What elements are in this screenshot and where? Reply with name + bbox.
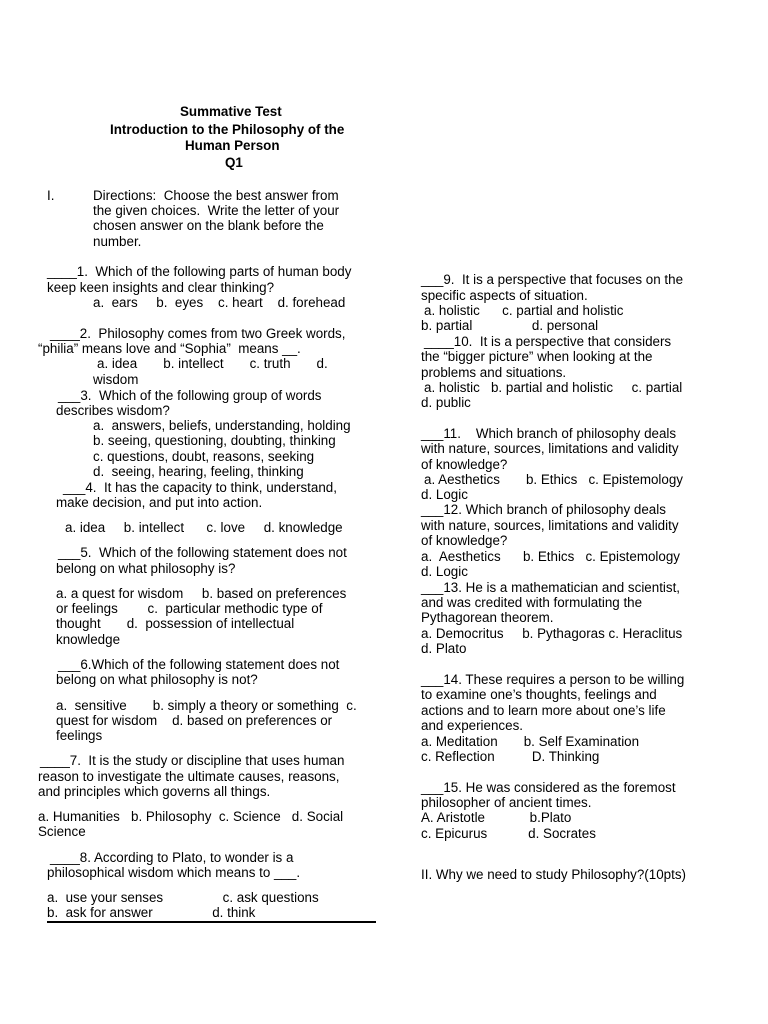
question-7-stem: reason to investigate the ultimate causes, reasons, (38, 769, 340, 784)
question-5-choices: a. a quest for wisdom b. based on preferences (56, 586, 347, 601)
question-4-stem: ___4. It has the capacity to think, understand, (63, 480, 337, 495)
test-subtitle-line-2: Human Person (185, 138, 280, 153)
question-1-stem: keep keen insights and clear thinking? (47, 280, 275, 295)
question-9-choices: b. partial d. personal (421, 318, 599, 333)
divider-line (47, 921, 376, 923)
question-12-choices: d. Logic (421, 564, 468, 579)
question-15-choices: c. Epicurus d. Socrates (421, 826, 596, 841)
question-7-choices: a. Humanities b. Philosophy c. Science d. Social (38, 809, 344, 824)
question-5-stem: ___5. Which of the following statement does not (58, 545, 347, 560)
question-12-stem: with nature, sources, limitations and validity (421, 518, 679, 533)
question-6-choices: a. sensitive b. simply a theory or something c. (56, 698, 357, 713)
question-1-choices: a. ears b. eyes c. heart d. forehead (93, 295, 346, 310)
question-12-choices: a. Aesthetics b. Ethics c. Epistemology (421, 549, 680, 564)
question-11-stem: of knowledge? (421, 457, 508, 472)
question-10-stem: ____10. It is a perspective that considers (424, 334, 672, 349)
question-14-choices: a. Meditation b. Self Examination (421, 734, 640, 749)
question-10-stem: the “bigger picture” when looking at the (421, 349, 653, 364)
question-3-choice: c. questions, doubt, reasons, seeking (93, 449, 315, 464)
question-13-stem: ___13. He is a mathematician and scientist, (421, 580, 681, 595)
question-15-stem: ___15. He was considered as the foremost (421, 780, 676, 795)
question-7-choices: Science (38, 824, 86, 839)
question-9-stem: ___9. It is a perspective that focuses on the (421, 272, 684, 287)
question-7-stem: ____7. It is the study or discipline that uses human (40, 753, 345, 768)
question-6-stem: belong on what philosophy is not? (56, 672, 258, 687)
question-2-choices: wisdom (93, 372, 139, 387)
question-2-stem: “philia” means love and “Sophia” means __. (38, 341, 301, 356)
question-4-stem: make decision, and put into action. (56, 495, 263, 510)
question-14-stem: ___14. These requires a person to be willing (421, 672, 685, 687)
directions-line: chosen answer on the blank before the (93, 218, 324, 233)
question-5-choices: knowledge (56, 632, 121, 647)
question-10-choices: d. public (421, 395, 471, 410)
directions-line: the given choices. Write the letter of your (93, 203, 340, 218)
test-subtitle-line-1: Introduction to the Philosophy of the (110, 122, 345, 137)
question-15-choices: A. Aristotle b.Plato (421, 810, 572, 825)
question-2-stem: ____2. Philosophy comes from two Greek words, (50, 326, 346, 341)
question-3-stem: ___3. Which of the following group of words (58, 388, 322, 403)
quarter-label: Q1 (225, 155, 243, 170)
question-9-stem: specific aspects of situation. (421, 288, 588, 303)
question-8-stem: ____8. According to Plato, to wonder is a (50, 850, 294, 865)
question-3-choice: b. seeing, questioning, doubting, thinking (93, 433, 336, 448)
question-11-stem: with nature, sources, limitations and validity (421, 441, 679, 456)
question-3-choice: d. seeing, hearing, feeling, thinking (93, 464, 304, 479)
question-13-choices: a. Democritus b. Pythagoras c. Heraclitus (421, 626, 683, 641)
question-5-stem: belong on what philosophy is? (56, 561, 236, 576)
question-11-stem: ___11. Which branch of philosophy deals (421, 426, 677, 441)
question-3-choice: a. answers, beliefs, understanding, holding (93, 418, 351, 433)
question-13-choices: d. Plato (421, 641, 467, 656)
question-5-choices: or feelings c. particular methodic type of (56, 601, 323, 616)
question-4-choices: a. idea b. intellect c. love d. knowledge (65, 520, 343, 535)
question-8-choices: a. use your senses c. ask questions (47, 890, 319, 905)
question-8-stem: philosophical wisdom which means to ___. (47, 865, 301, 880)
question-1-stem: ____1. Which of the following parts of human body (47, 264, 352, 279)
question-14-stem: to examine one’s thoughts, feelings and (421, 687, 657, 702)
question-6-stem: ___6.Which of the following statement does not (58, 657, 340, 672)
question-10-stem: problems and situations. (421, 365, 567, 380)
directions-line: number. (93, 234, 142, 249)
question-15-stem: philosopher of ancient times. (421, 795, 592, 810)
question-7-stem: and principles which governs all things. (38, 784, 271, 799)
question-14-stem: and experiences. (421, 718, 523, 733)
question-10-choices: a. holistic b. partial and holistic c. partial (424, 380, 683, 395)
question-14-choices: c. Reflection D. Thinking (421, 749, 600, 764)
question-14-stem: actions and to learn more about one’s life (421, 703, 666, 718)
question-3-stem: describes wisdom? (56, 403, 170, 418)
question-12-stem: of knowledge? (421, 533, 508, 548)
question-13-stem: Pythagorean theorem. (421, 610, 554, 625)
question-6-choices: feelings (56, 728, 103, 743)
test-title: Summative Test (180, 104, 282, 119)
question-13-stem: and was credited with formulating the (421, 595, 643, 610)
question-12-stem: ___12. Which branch of philosophy deals (421, 502, 666, 517)
question-9-choices: a. holistic c. partial and holistic (424, 303, 624, 318)
question-11-choices: a. Aesthetics b. Ethics c. Epistemology (424, 472, 683, 487)
question-8-choices: b. ask for answer d. think (47, 905, 256, 920)
question-11-choices: d. Logic (421, 487, 468, 502)
question-6-choices: quest for wisdom d. based on preferences or (56, 713, 333, 728)
question-2-choices: a. idea b. intellect c. truth d. (97, 356, 328, 371)
section-2-essay-prompt: II. Why we need to study Philosophy?(10pts) (421, 867, 686, 882)
question-5-choices: thought d. possession of intellectual (56, 616, 295, 631)
directions-line: Directions: Choose the best answer from (93, 188, 339, 203)
section-numeral: I. (47, 188, 55, 203)
